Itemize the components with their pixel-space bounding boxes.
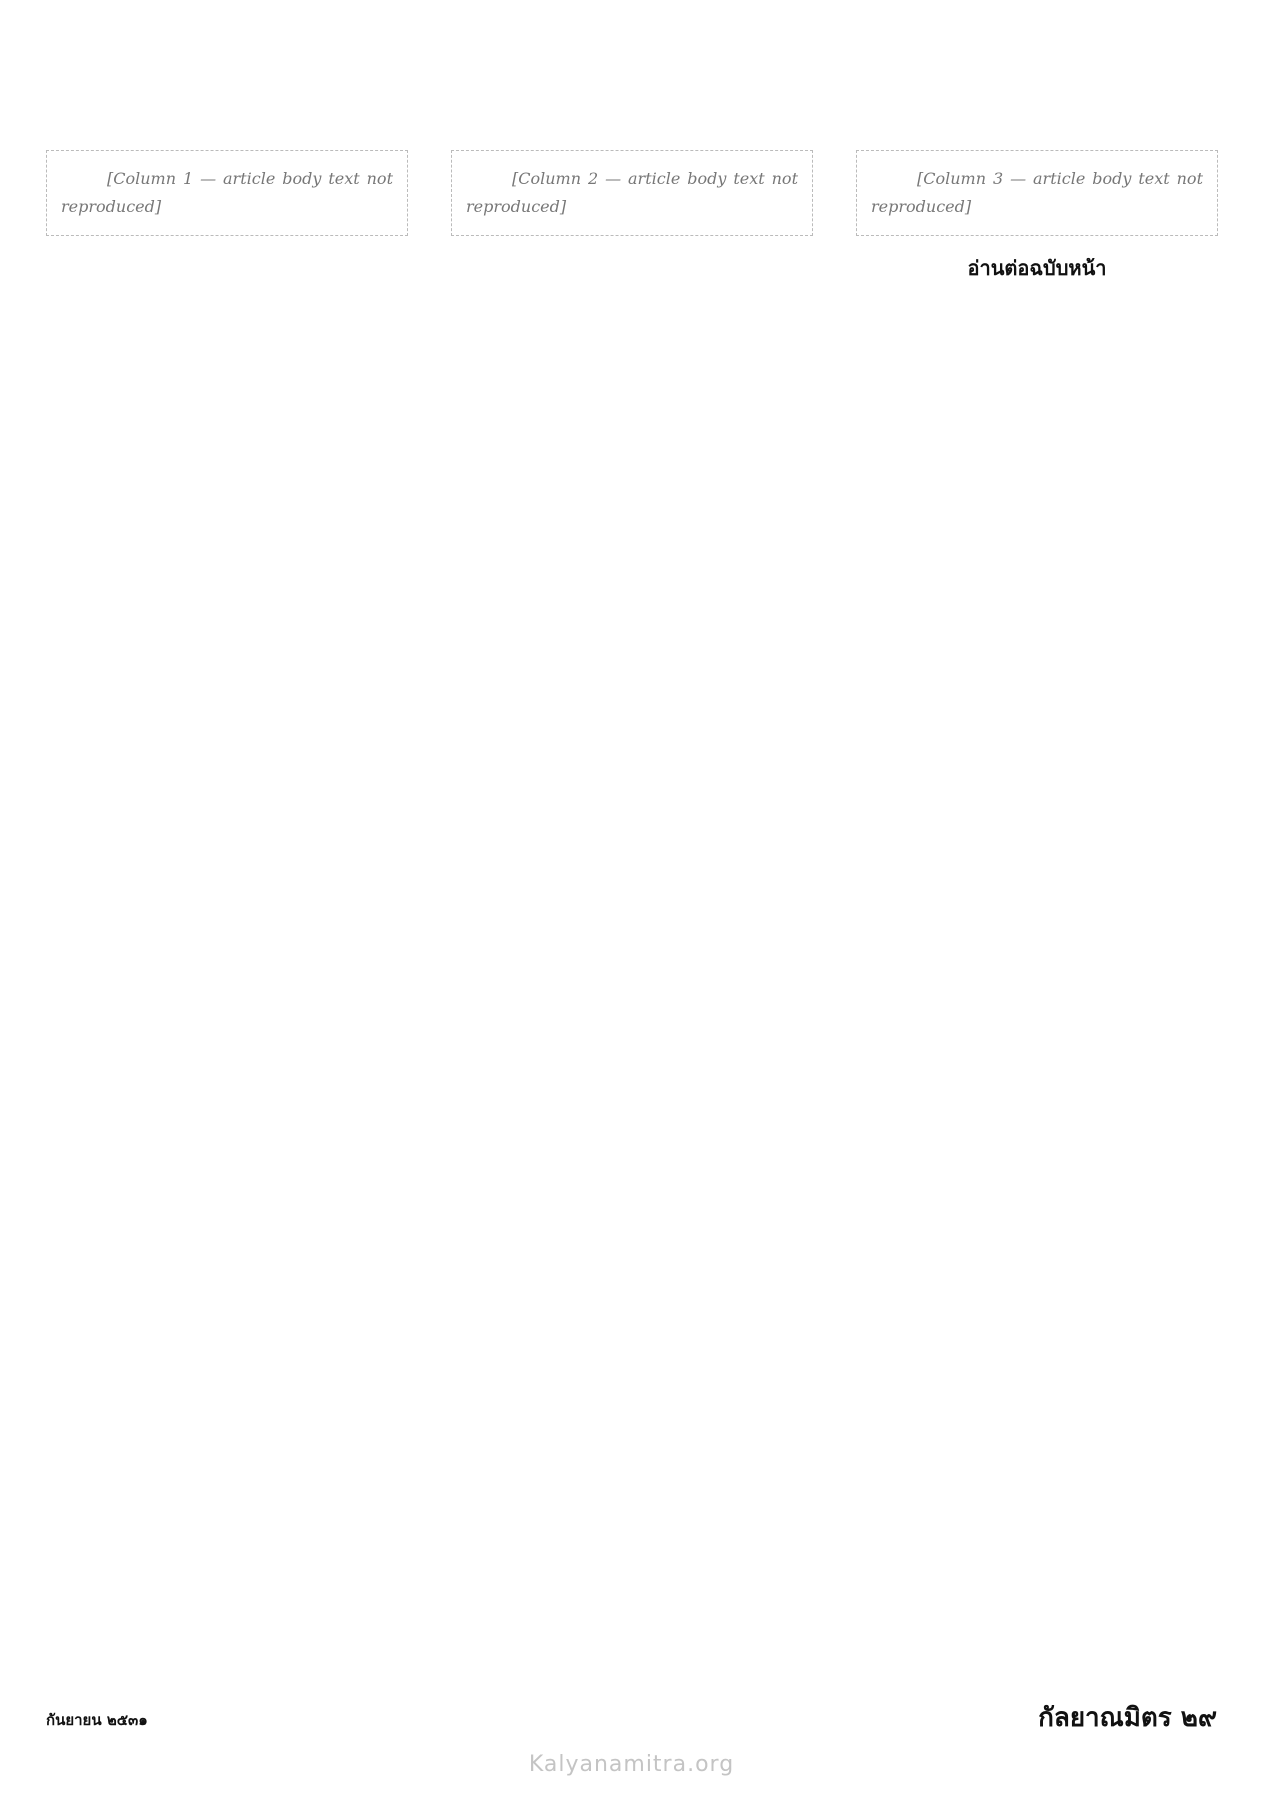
- continued-next-issue: อ่านต่อฉบับหน้า: [967, 256, 1107, 280]
- article-column-1: [46, 150, 408, 1680]
- issue-date: กันยายน ๒๕๓๑: [46, 1711, 148, 1729]
- article-column-2: [451, 150, 813, 1680]
- site-watermark: Kalyanamitra.org: [528, 1752, 735, 1777]
- magazine-page-number: กัลยาณมิตร ๒๙: [1038, 1703, 1217, 1733]
- column-text: [Column 3 — article body text not reproduced]: [856, 150, 1218, 236]
- article-column-3: [856, 150, 1218, 1680]
- column-text: [Column 1 — article body text not reproduced]: [46, 150, 408, 236]
- article-columns: [46, 150, 1218, 1680]
- column-text: [Column 2 — article body text not reproduced]: [451, 150, 813, 236]
